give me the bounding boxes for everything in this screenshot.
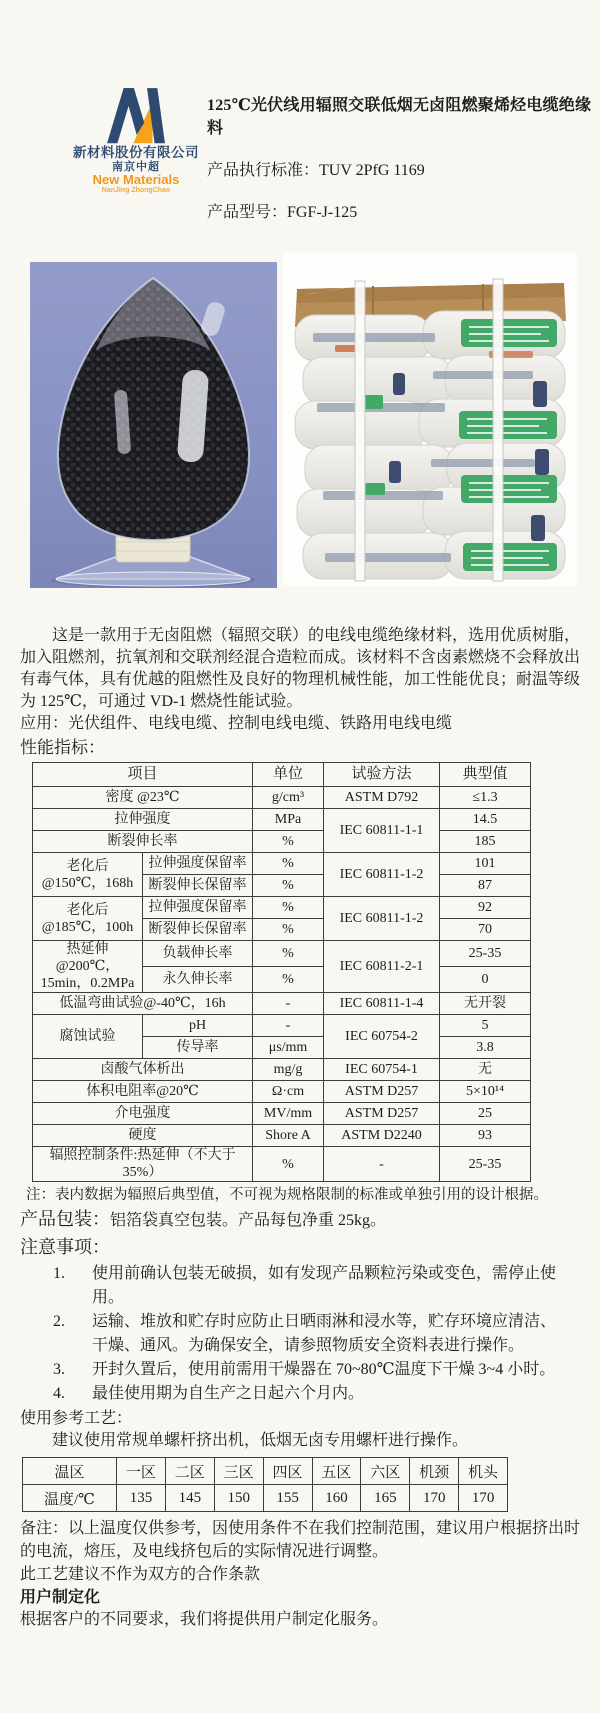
terms-line: 此工艺建议不作为双方的合作条款 (20, 1566, 261, 1583)
list-number: 3. (53, 1361, 65, 1378)
packaging-line (20, 1206, 580, 1234)
table-row: 老化后@185℃，100h 拉伸强度保留率 % IEC 60811-1-2 92 (33, 897, 531, 919)
table-row: 温度/℃ 135 145 150 155 160 165 170 170 (23, 1485, 508, 1512)
logo-city-cn: 南京中超 (112, 160, 160, 173)
performance-table (32, 762, 531, 1182)
table-row: 永久伸长率 % 0 (33, 967, 531, 993)
table-row: 卤酸气体析出 mg/g IEC 60754-1 无 (33, 1059, 531, 1081)
logo-company-en: New Materials (92, 171, 180, 187)
col-header-method: 试验方法 (324, 763, 440, 787)
notice-heading: 注意事项： (20, 1237, 110, 1257)
table-row: 断裂伸长保留率 % 70 (33, 919, 531, 941)
header-text (207, 92, 592, 222)
remark-paragraph: 备注：以上温度仅供参考，因使用条件不在我们控制范围，建议用户根据挤出时的电流，熔压，及电线挤包后的实际情况进行调整。 (20, 1520, 581, 1560)
list-number: 2. (53, 1313, 65, 1330)
table-row: 传导率 μs/mm 3.8 (33, 1037, 531, 1059)
pellets-photo (30, 262, 277, 588)
content (20, 620, 580, 1631)
logo-city-en: NanJing ZhongChao (101, 187, 171, 195)
packaging-photo (283, 253, 577, 586)
table-row: 体积电阻率@20℃ Ω·cm ASTM D257 5×10¹⁴ (33, 1081, 531, 1103)
table-row: 介电强度 MV/mm ASTM D257 25 (33, 1103, 531, 1125)
product-standard: 产品执行标准：TUV 2PfG 1169 (207, 162, 425, 179)
temperature-table (22, 1457, 508, 1512)
table-row: 腐蚀试验 pH - IEC 60754-2 5 (33, 1015, 531, 1037)
process-text: 建议使用常规单螺杆挤出机，低烟无卤专用螺杆进行操作。 (52, 1432, 469, 1449)
customization-heading: 用户制定化 (20, 1589, 101, 1606)
application-line: 应用：光伏组件、电线电缆、控制电线电缆、铁路用电线电缆 (20, 715, 453, 732)
list-text: 最佳使用期为自生产之日起六个月内。 (92, 1385, 365, 1402)
list-text: 开封久置后，使用前需用干燥器在 70~80℃温度下干燥 3~4 小时。 (92, 1361, 556, 1378)
notice-list (20, 1262, 580, 1406)
col-header-item: 项目 (33, 763, 253, 787)
list-item (20, 1358, 580, 1382)
product-model: 产品型号：FGF-J-125 (207, 204, 358, 221)
logo-company-cn: 新材料股份有限公司 (73, 145, 199, 160)
list-number: 1. (53, 1265, 65, 1282)
product-title: 125℃光伏线用辐照交联低烟无卤阻燃聚烯烃电缆绝缘料 (207, 97, 592, 137)
table-row: 低温弯曲试验@-40℃，16h - IEC 60811-1-4 无开裂 (33, 993, 531, 1015)
process-heading: 使用参考工艺： (20, 1410, 133, 1427)
packaging-text: 铝箔袋真空包装。产品每包净重 25kg。 (110, 1212, 387, 1229)
table-row: 断裂伸长保留率 % 87 (33, 875, 531, 897)
table-row: 拉伸强度 MPa IEC 60811-1-1 14.5 (33, 809, 531, 831)
col-header-unit: 单位 (253, 763, 324, 787)
table-row: 辐照控制条件:热延伸（不大于 35%） % - 25-35 (33, 1147, 531, 1182)
col-header-value: 典型值 (440, 763, 531, 787)
table-row: 老化后@150℃，168h 拉伸强度保留率 % IEC 60811-1-2 101 (33, 853, 531, 875)
list-text: 运输、堆放和贮存时应防止日晒雨淋和浸水等，贮存环境应清洁、干燥、通风。为确保安全，请参照物质安全资料表进行操作。 (92, 1313, 557, 1354)
customization-text: 根据客户的不同要求，我们将提供用户制定化服务。 (20, 1611, 389, 1628)
list-item (20, 1262, 580, 1310)
list-number: 4. (53, 1385, 65, 1402)
list-item (20, 1382, 580, 1406)
table-note: 注：表内数据为辐照后典型值，不可视为规格限制的标准或单独引用的设计根据。 (26, 1187, 548, 1203)
company-logo-mark (101, 84, 171, 146)
list-text: 使用前确认包装无破损，如有发现产品颗粒污染或变色，需停止使用。 (92, 1265, 557, 1306)
table-row: 热延伸@200℃，15min，0.2MPa 负载伸长率 % IEC 60811-2-1 25-35 (33, 941, 531, 967)
performance-heading: 性能指标： (20, 738, 105, 757)
intro-paragraph: 这是一款用于无卤阻燃（辐照交联）的电线电缆绝缘材料，选用优质树脂，加入阻燃剂，抗氧剂和交联剂经混合造粒而成。该材料不含卤素燃烧不会释放出有毒气体，具有优越的阻燃性及良好的物理机械性能，加工性能优良；耐温等级为 125℃，可通过 VD-1 燃烧性能试验。 (20, 627, 581, 710)
packaging-label: 产品包装： (20, 1209, 110, 1229)
table-header-row (33, 763, 531, 787)
company-logo (73, 84, 199, 195)
list-item (20, 1310, 580, 1358)
table-row: 硬度 Shore A ASTM D2240 93 (33, 1125, 531, 1147)
table-header-row: 温区 一区 二区 三区 四区 五区 六区 机颈 机头 (23, 1458, 508, 1485)
table-row: 断裂伸长率 % 185 (33, 831, 531, 853)
table-row: 密度 @23℃ g/cm³ ASTM D792 ≤1.3 (33, 787, 531, 809)
